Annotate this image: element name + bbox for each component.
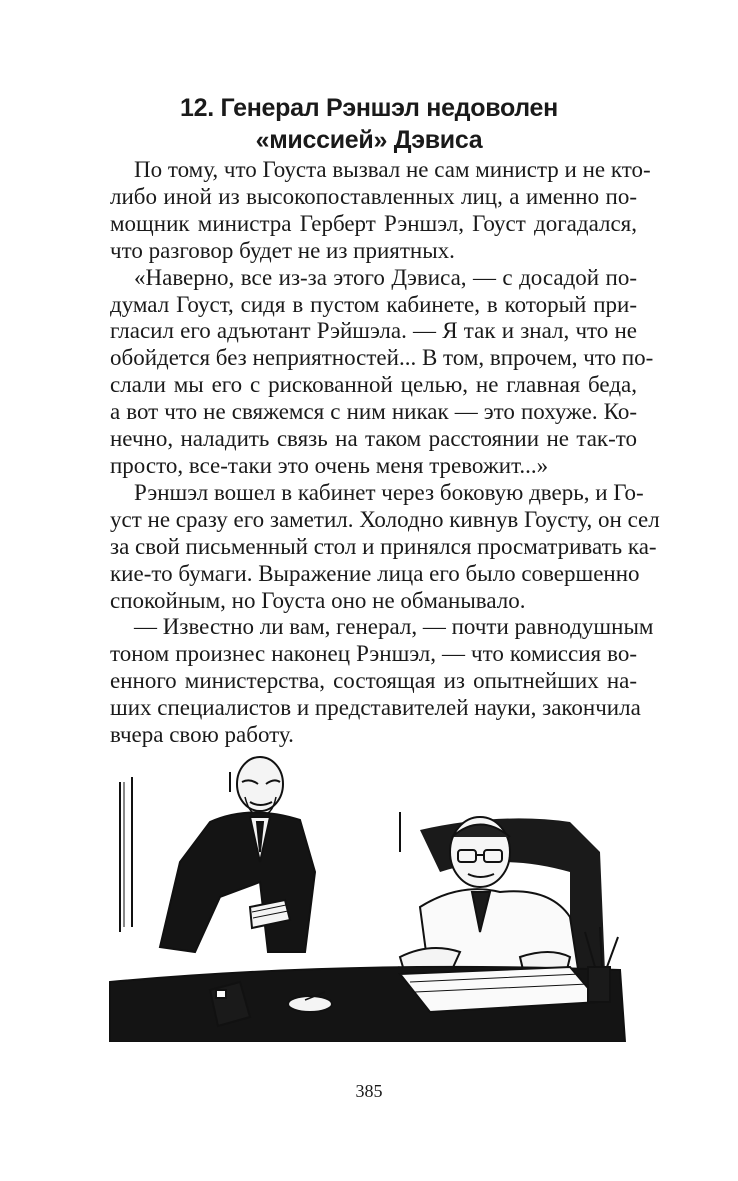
chapter-heading-line-2: «миссией» Дэвиса	[255, 126, 483, 154]
text-line: слали мы его с рискованной целью, не главная беда,	[110, 372, 637, 398]
text-line: просто, все-таки это очень меня тревожит...»	[110, 452, 549, 478]
text-line: гласил его адъютант Рэйшэла. — Я так и знал, что не	[110, 318, 637, 344]
text-line: обойдется без неприятностей... В том, впрочем, что по-	[110, 345, 654, 371]
text-line: а вот что не свяжемся с ним никак — это похуже. Ко-	[110, 399, 637, 425]
standing-man	[160, 757, 315, 952]
chapter-heading-line-1: 12. Генерал Рэншэл недоволен	[180, 94, 558, 122]
text-line: — Известно ли вам, генерал, — почти равнодушным	[134, 614, 654, 640]
desk	[110, 967, 625, 1042]
text-line: думал Гоуст, сидя в пустом кабинете, в который при-	[110, 291, 637, 317]
text-line: что разговор будет не из приятных.	[110, 237, 455, 263]
page-number: 385	[355, 1081, 383, 1101]
text-line: «Наверно, все из-за этого Дэвиса, — с досадой по-	[134, 264, 637, 290]
text-line: По тому, что Гоуста вызвал не сам министр и не кто-	[134, 157, 651, 182]
text-line: уст не сразу его заметил. Холодно кивнув Гоусту, он сел	[110, 506, 660, 532]
body-text	[110, 157, 660, 749]
text-line: ших специалистов и представителей науки, закончила	[110, 695, 641, 721]
office-scene-illustration	[100, 742, 640, 1042]
text-line: нечно, наладить связь на таком расстоянии не так-то	[110, 426, 637, 452]
text-line: вчера свою работу.	[110, 722, 294, 748]
text-line: спокойным, но Гоуста оно не обманывало.	[110, 587, 526, 613]
text-line: тоном произнес наконец Рэншэл, — что комиссия во-	[110, 641, 637, 667]
text-line: кие-то бумаги. Выражение лица его было совершенно	[110, 560, 640, 586]
chapter-heading	[0, 92, 738, 156]
text-line: либо иной из высокопоставленных лиц, а именно по-	[110, 183, 637, 209]
text-line: Рэншэл вошел в кабинет через боковую дверь, и Го-	[134, 479, 644, 505]
text-line: енного министерства, состоящая из опытнейших на-	[110, 668, 637, 694]
text-line: за свой письменный стол и принялся просматривать ка-	[110, 533, 657, 559]
text-line: мощник министра Герберт Рэншэл, Гоуст догадался,	[110, 210, 637, 236]
